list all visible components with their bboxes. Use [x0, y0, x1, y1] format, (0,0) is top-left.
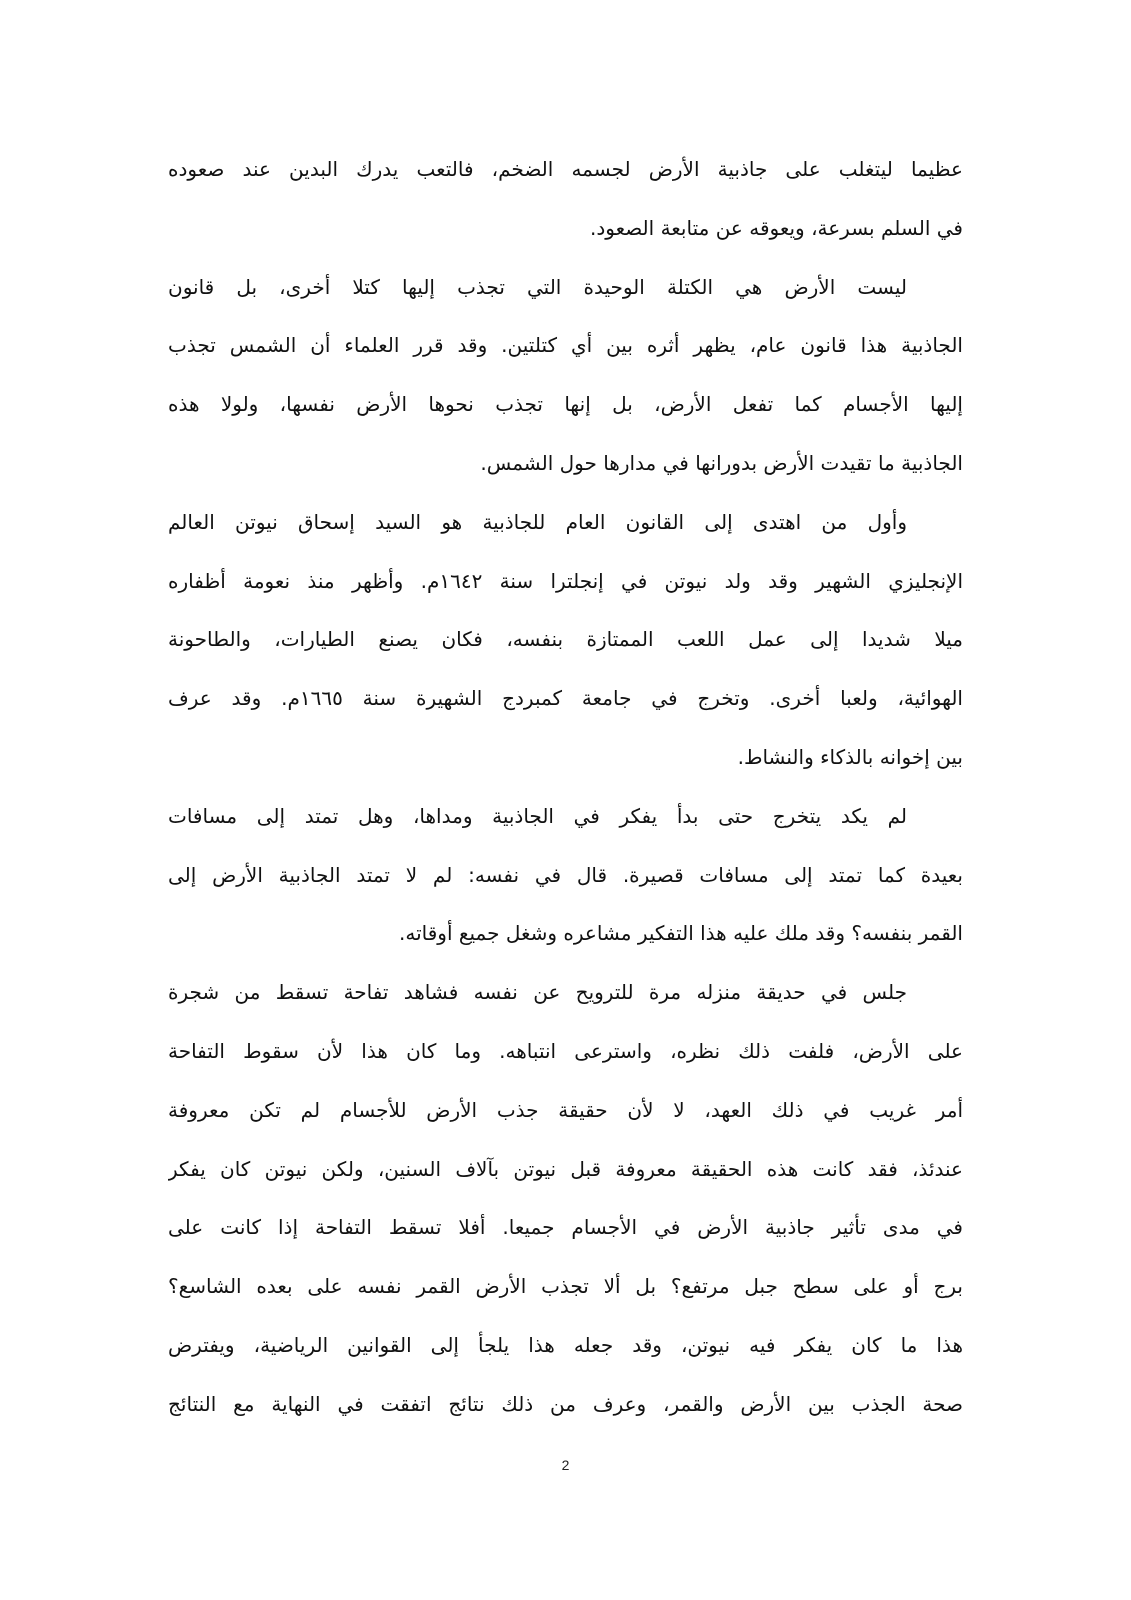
paragraph-first-line: ليست الأرض هي الكتلة الوحيدة التي تجذب إليها كتلا أخرى، بل قانون: [168, 274, 907, 299]
text-line: برج أو على سطح جبل مرتفع؟ بل ألا تجذب الأرض القمر نفسه على بعده الشاسع؟: [168, 1274, 963, 1299]
text-line: إليها الأجسام كما تفعل الأرض، بل إنها تجذب نحوها الأرض نفسها، ولولا هذه: [168, 392, 963, 417]
text-line: عظيما ليتغلب على جاذبية الأرض لجسمه الضخم، فالتعب يدرك البدين عند صعوده: [168, 157, 963, 181]
text-line: هذا ما كان يفكر فيه نيوتن، وقد جعله هذا يلجأ إلى القوانين الرياضية، ويفترض: [168, 1332, 963, 1357]
text-line: صحة الجذب بين الأرض والقمر، وعرف من ذلك نتائج اتفقت في النهاية مع النتائج: [168, 1391, 963, 1416]
paragraph-first-line: جلس في حديقة منزله مرة للترويح عن نفسه فشاهد تفاحة تسقط من شجرة: [168, 980, 907, 1005]
text-line: الجاذبية هذا قانون عام، يظهر أثره بين أي كتلتين. وقد قرر العلماء أن الشمس تجذب: [168, 333, 963, 358]
text-line: ميلا شديدا إلى عمل اللعب الممتازة بنفسه، فكان يصنع الطيارات، والطاحونة: [168, 627, 963, 652]
text-line: الإنجليزي الشهير وقد ولد نيوتن في إنجلترا سنة ١٦٤٢م. وأظهر منذ نعومة أظفاره: [168, 568, 963, 593]
page-number: 2: [561, 1457, 570, 1473]
text-line: بعيدة كما تمتد إلى مسافات قصيرة. قال في نفسه: لم لا تمتد الجاذبية الأرض إلى: [168, 862, 963, 887]
paragraph-first-line: وأول من اهتدى إلى القانون العام للجاذبية هو السيد إسحاق نيوتن العالم: [168, 509, 907, 534]
text-line: في مدى تأثير جاذبية الأرض في الأجسام جميعا. أفلا تسقط التفاحة إذا كانت على: [168, 1215, 963, 1240]
body-text: [168, 140, 963, 1434]
paragraph-first-line: لم يكد يتخرج حتى بدأ يفكر في الجاذبية ومداها، وهل تمتد إلى مسافات: [168, 803, 907, 828]
text-line: عندئذ، فقد كانت هذه الحقيقة معروفة قبل نيوتن بآلاف السنين، ولكن نيوتن كان يفكر: [168, 1156, 963, 1181]
text-line: القمر بنفسه؟ وقد ملك عليه هذا التفكير مشاعره وشغل جميع أوقاته.: [398, 921, 963, 946]
text-line: بين إخوانه بالذكاء والنشاط.: [737, 744, 963, 769]
text-line: في السلم بسرعة، ويعوقه عن متابعة الصعود.: [589, 215, 963, 240]
text-line: أمر غريب في ذلك العهد، لا لأن حقيقة جذب الأرض للأجسام لم تكن معروفة: [168, 1097, 963, 1122]
text-line: الهوائية، ولعبا أخرى. وتخرج في جامعة كمبردج الشهيرة سنة ١٦٦٥م. وقد عرف: [168, 686, 963, 711]
text-line: على الأرض، فلفت ذلك نظره، واسترعى انتباهه. وما كان هذا لأن سقوط التفاحة: [168, 1038, 963, 1063]
text-line: الجاذبية ما تقيدت الأرض بدورانها في مدارها حول الشمس.: [480, 450, 963, 475]
